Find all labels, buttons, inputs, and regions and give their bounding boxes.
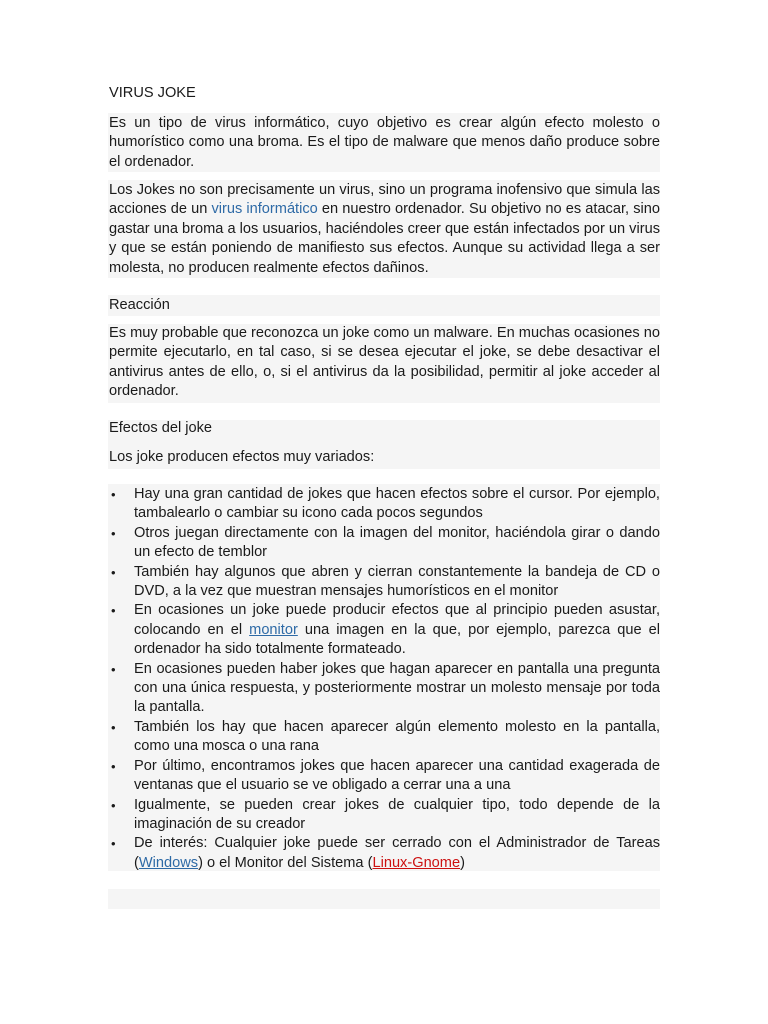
list-item-text-start: De interés: Cualquier joke puede ser cerrado con el Administrador de Tareas ( [134, 835, 660, 871]
bullet-icon: • [111, 487, 116, 502]
list-item-text: Igualmente, se pueden crear jokes de cualquier tipo, todo depende de la imaginación de su creador [134, 796, 660, 832]
list-item-text-middle: ) o el Monitor del Sistema ( [198, 854, 373, 871]
windows-link[interactable]: Windows [138, 854, 199, 871]
bullet-icon: • [111, 603, 116, 619]
list-item-text-end: ) [460, 854, 465, 871]
effects-intro: Los joke producen efectos muy variados: [109, 449, 375, 465]
bullet-icon: • [111, 836, 116, 852]
bullet-icon: • [111, 525, 116, 541]
monitor-link[interactable]: monitor [249, 621, 298, 638]
linux-gnome-link[interactable]: Linux-Gnome [372, 854, 461, 871]
intro-paragraph: Es un tipo de virus informático, cuyo objetivo es crear algún efecto molesto o humorístico como una broma. Es el tipo de malware que menos daño produce sobre el ordenador. [109, 115, 660, 170]
effects-list [109, 485, 660, 873]
list-item-text: Otros juegan directamente con la imagen del monitor, haciéndola girar o dando un efecto de temblor [134, 524, 660, 561]
effects-heading: Efectos del joke [109, 420, 213, 436]
list-item-text: También los hay que hacen aparecer algún elemento molesto en la pantalla, como una mosca o una rana [134, 718, 660, 755]
list-item-text: Hay una gran cantidad de jokes que hacen efectos sobre el cursor. Por ejemplo, tambalearlo o cambiar su icono cada pocos segundos [134, 486, 660, 522]
bullet-icon: • [111, 797, 116, 813]
bullet-icon: • [111, 661, 116, 677]
list-item-text-start: En ocasiones un joke puede producir efectos que al principio pueden asustar, colocando en el [134, 602, 660, 638]
list-item-text: Por último, encontramos jokes que hacen aparecer una cantidad exagerada de ventanas que el usuario se ve obligado a cerrar una a una [134, 757, 660, 794]
list-item-text: También hay algunos que abren y cierran constantemente la bandeja de CD o DVD, a la vez que muestran mensajes humorísticos en el monitor [134, 563, 660, 600]
list-item [109, 660, 660, 718]
jokes-paragraph [109, 181, 660, 278]
reaction-paragraph: Es muy probable que reconozca un joke como un malware. En muchas ocasiones no permite ejecutarlo, en tal caso, si se desea ejecutar el joke, se debe desactivar el antivirus antes de ello, o, si el antivirus da la posibilidad, permitir al joke acceder al ordenador. [109, 325, 660, 400]
list-item [109, 563, 660, 602]
list-item [109, 718, 660, 757]
list-item [109, 524, 660, 563]
bullet-icon: • [111, 719, 116, 735]
list-item [109, 834, 660, 873]
bullet-icon: • [111, 758, 116, 774]
virus-informatico-link[interactable]: virus informático [211, 201, 318, 218]
list-item [109, 796, 660, 835]
reaction-heading: Reacción [109, 297, 170, 313]
list-item [109, 601, 660, 659]
shade-footer [108, 889, 660, 909]
jokes-paragraph-text-end: en nuestro ordenador. Su objetivo no es atacar, sino gastar una broma a los usuarios, haciéndoles creer que están infectados por un virus y que se están poniendo de manifiesto sus efectos. Aunque su actividad llega a ser molesta, no producen realmente efectos dañinos. [109, 201, 660, 276]
list-item-text-end: una imagen en la que, por ejemplo, parezca que el ordenador ha sido totalmente formateado. [134, 621, 660, 658]
list-item-text: En ocasiones pueden haber jokes que hagan aparecer en pantalla una pregunta con una única respuesta, y posteriormente mostrar un molesto mensaje por toda la pantalla. [134, 660, 660, 716]
bullet-icon: • [111, 564, 116, 580]
list-item [109, 485, 660, 524]
jokes-paragraph-text-start: Los Jokes no son precisamente un virus, sino un programa inofensivo que simula las acciones de un [109, 182, 660, 218]
list-item [109, 757, 660, 796]
document-title: VIRUS JOKE [109, 85, 196, 101]
